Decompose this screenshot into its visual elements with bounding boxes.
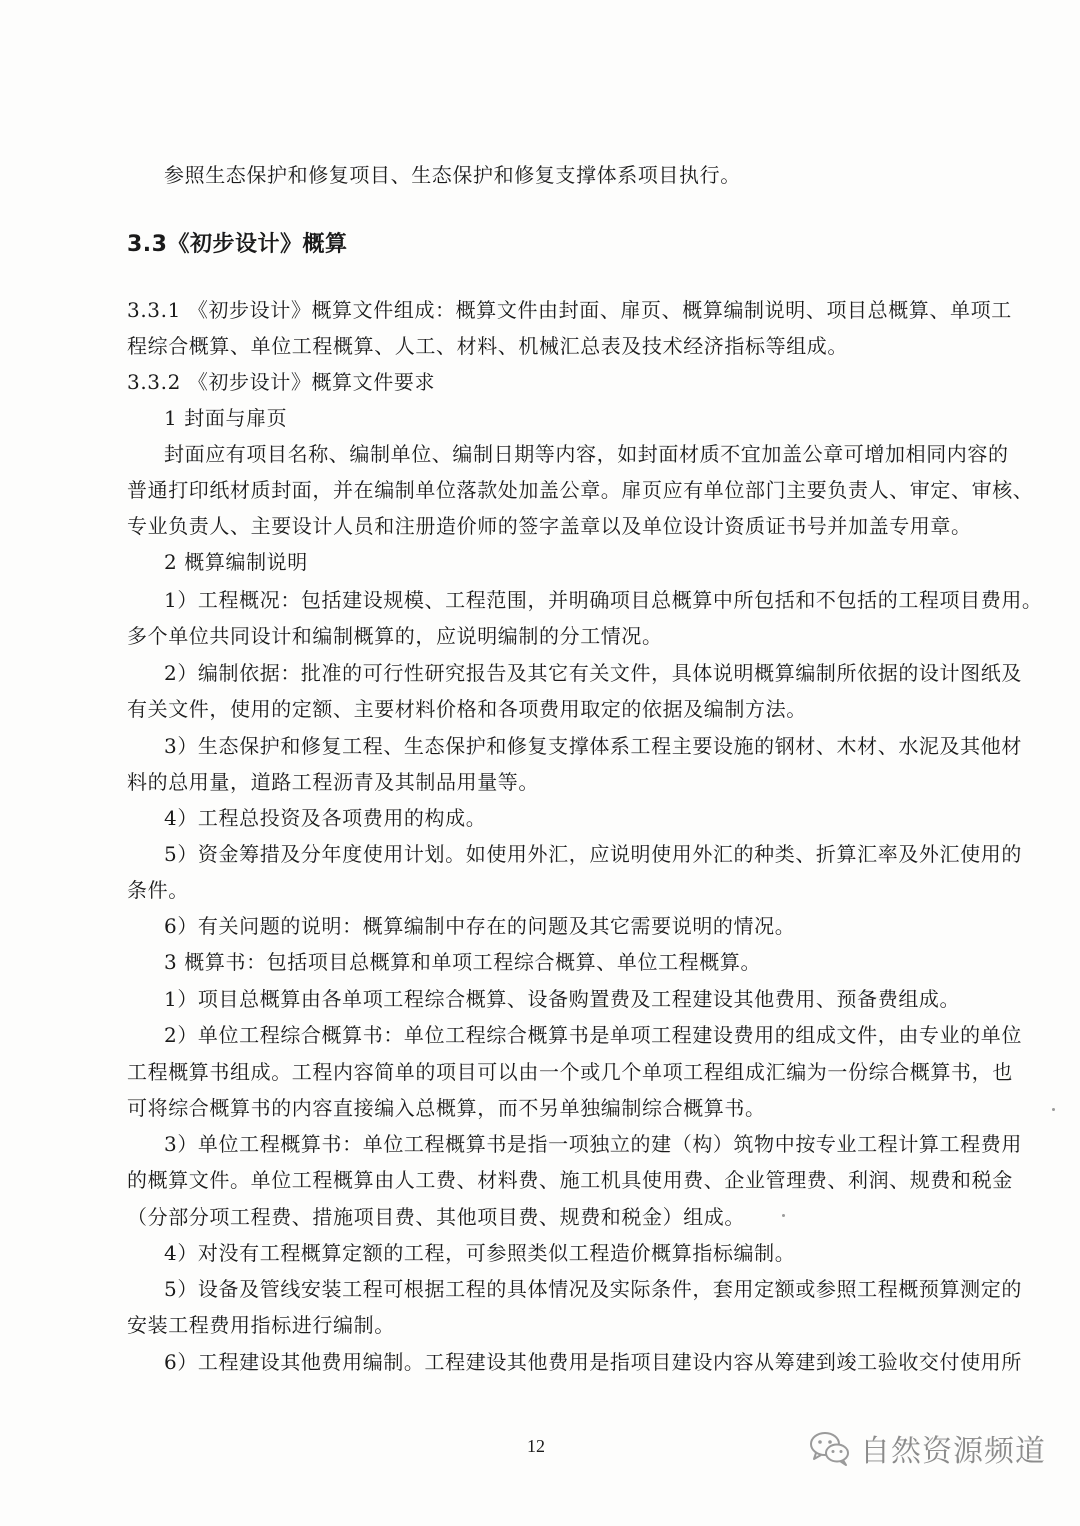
paragraph-line: 封面应有项目名称、编制单位、编制日期等内容，如封面材质不宜加盖公章可增加相同内容的	[164, 442, 1009, 466]
scan-speck	[1052, 1108, 1055, 1111]
paragraph-line: 3）生态保护和修复工程、生态保护和修复支撑体系工程主要设施的钢材、木材、水泥及其他材	[164, 734, 1022, 758]
item-heading: 3 概算书：包括项目总概算和单项工程综合概算、单位工程概算。	[164, 950, 762, 974]
page-number: 12	[527, 1436, 545, 1456]
item-heading: 1 封面与扉页	[164, 406, 288, 430]
paragraph-line: 2）单位工程综合概算书：单位工程综合概算书是单项工程建设费用的组成文件，由专业的单位	[164, 1023, 1022, 1047]
paragraph-line: 6）工程建设其他费用编制。工程建设其他费用是指项目建设内容从筹建到竣工验收交付使用所	[164, 1350, 1022, 1374]
paragraph-line: 的概算文件。单位工程概算由人工费、材料费、施工机具使用费、企业管理费、利润、规费和税金	[127, 1168, 1013, 1192]
paragraph-line: 2）编制依据：批准的可行性研究报告及其它有关文件，具体说明概算编制所依据的设计图纸及	[164, 661, 1022, 685]
paragraph-line: 专业负责人、主要设计人员和注册造价师的签字盖章以及单位设计资质证书号并加盖专用章。	[127, 514, 972, 538]
paragraph-line: 工程概算书组成。工程内容简单的项目可以由一个或几个单项工程组成汇编为一份综合概算书，也	[127, 1060, 1013, 1084]
paragraph-line: 可将综合概算书的内容直接编入总概算，而不另单独编制综合概算书。	[127, 1096, 766, 1120]
paragraph-line: （分部分项工程费、措施项目费、其他项目费、规费和税金）组成。	[127, 1205, 745, 1229]
paragraph-line: 参照生态保护和修复项目、生态保护和修复支撑体系项目执行。	[164, 163, 741, 187]
watermark-text: 自然资源频道	[860, 1434, 1046, 1469]
wechat-icon	[808, 1428, 852, 1468]
paragraph-line: 有关文件，使用的定额、主要材料价格和各项费用取定的依据及编制方法。	[127, 697, 807, 721]
paragraph-line: 条件。	[127, 878, 189, 902]
paragraph-line: 程综合概算、单位工程概算、人工、材料、机械汇总表及技术经济指标等组成。	[127, 334, 848, 358]
paragraph-line: 1）项目总概算由各单项工程综合概算、设备购置费及工程建设其他费用、预备费组成。	[164, 987, 961, 1011]
paragraph-line: 3.3.1 《初步设计》概算文件组成：概算文件由封面、扉页、概算编制说明、项目总概算、单项工	[127, 298, 1012, 322]
item-heading: 2 概算编制说明	[164, 550, 308, 574]
paragraph-line: 多个单位共同设计和编制概算的，应说明编制的分工情况。	[127, 624, 663, 648]
paragraph-line: 5）资金筹措及分年度使用计划。如使用外汇，应说明使用外汇的种类、折算汇率及外汇使用的	[164, 842, 1022, 866]
paragraph-line: 4）工程总投资及各项费用的构成。	[164, 806, 487, 830]
paragraph-line: 6）有关问题的说明：概算编制中存在的问题及其它需要说明的情况。	[164, 914, 796, 938]
paragraph-line: 安装工程费用指标进行编制。	[127, 1313, 395, 1337]
watermark	[808, 1426, 1046, 1470]
paragraph-line: 料的总用量，道路工程沥青及其制品用量等。	[127, 770, 539, 794]
paragraph-line: 1）工程概况：包括建设规模、工程范围，并明确项目总概算中所包括和不包括的工程项目费用。	[164, 588, 1043, 612]
scan-speck	[782, 1214, 785, 1217]
section-heading: 3.3《初步设计》概算	[127, 232, 348, 257]
paragraph-line: 4）对没有工程概算定额的工程，可参照类似工程造价概算指标编制。	[164, 1241, 796, 1265]
paragraph-line: 普通打印纸材质封面，并在编制单位落款处加盖公章。扉页应有单位部门主要负责人、审定、审核、	[127, 478, 1034, 502]
paragraph-line: 5）设备及管线安装工程可根据工程的具体情况及实际条件，套用定额或参照工程概预算测定的	[164, 1277, 1022, 1301]
paragraph-line: 3）单位工程概算书：单位工程概算书是指一项独立的建（构）筑物中按专业工程计算工程费用	[164, 1132, 1022, 1156]
subsection-heading: 3.3.2 《初步设计》概算文件要求	[127, 370, 436, 394]
